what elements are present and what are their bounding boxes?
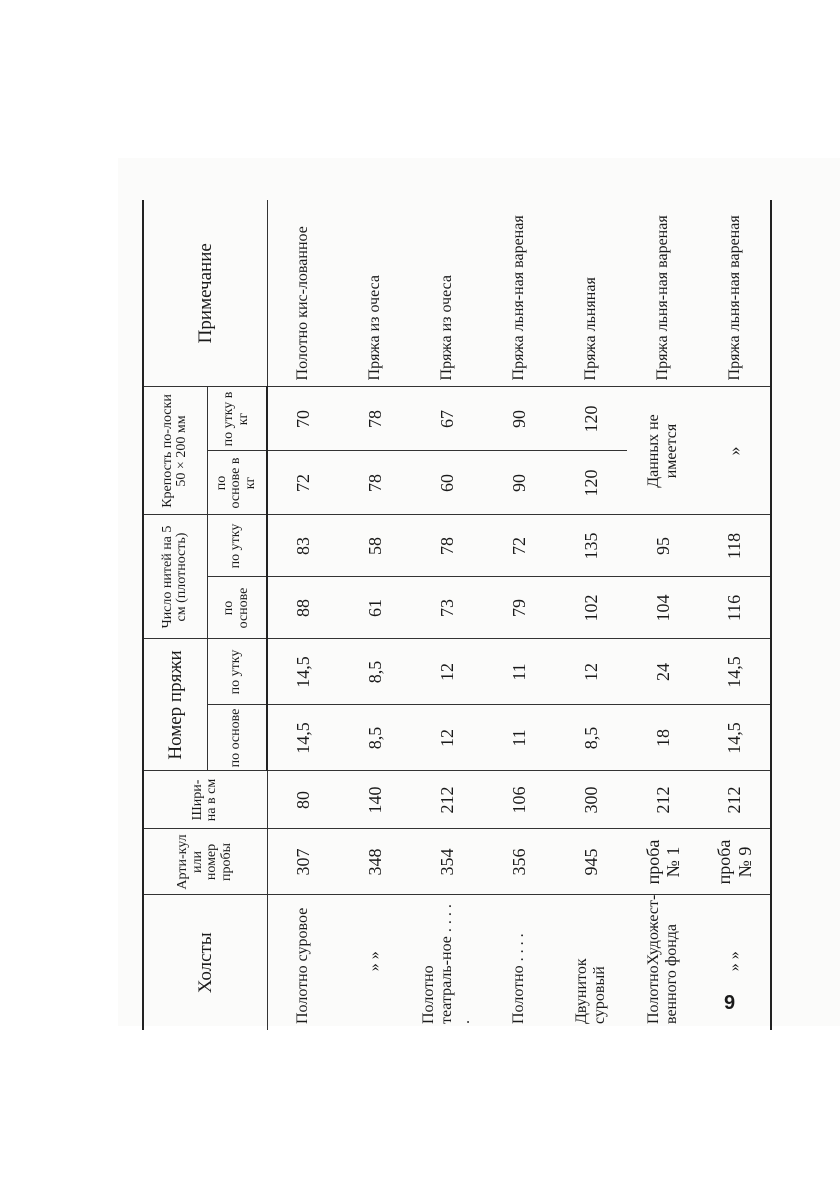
header-threads-weft: по утку <box>207 515 267 577</box>
cell-threads-weft: 78 <box>411 515 483 577</box>
cell-yarn-weft: 12 <box>555 639 627 705</box>
page-number: 9 <box>724 992 736 1014</box>
header-yarn-number: Номер пряжи <box>143 639 207 771</box>
cell-yarn-weft: 8,5 <box>339 639 411 705</box>
cell-width: 212 <box>411 771 483 829</box>
header-note: Примечание <box>143 200 267 387</box>
cell-article: проба № 1 <box>627 829 699 895</box>
table-row <box>411 200 483 1030</box>
cell-threads-warp: 104 <box>627 577 699 639</box>
cell-threads-weft: 118 <box>699 515 771 577</box>
cell-strength-ditto: » <box>699 387 771 515</box>
header-strength-warp: по основе в кг <box>207 451 267 515</box>
cell-width: 300 <box>555 771 627 829</box>
cell-threads-warp: 79 <box>483 577 555 639</box>
table-row <box>627 200 699 1030</box>
header-width: Шири-на в см <box>143 771 267 829</box>
cell-article: 356 <box>483 829 555 895</box>
cell-yarn-weft: 24 <box>627 639 699 705</box>
cell-threads-weft: 58 <box>339 515 411 577</box>
cell-strength-warp: 120 <box>555 451 627 515</box>
cell-yarn-weft: 14,5 <box>267 639 339 705</box>
cell-name: » » <box>699 895 771 1030</box>
cell-note: Пряжа льня-ная вареная <box>627 200 699 387</box>
header-strength-weft: по утку в кг <box>207 387 267 451</box>
header-strength: Крепость по-лоски 50 × 200 мм <box>143 387 207 515</box>
cell-note: Пряжа из очеса <box>411 200 483 387</box>
cell-strength-warp: 72 <box>267 451 339 515</box>
cell-note: Пряжа льня-ная вареная <box>699 200 771 387</box>
cell-article: проба № 9 <box>699 829 771 895</box>
cell-name: Полотно суровое <box>267 895 339 1030</box>
cell-threads-warp: 88 <box>267 577 339 639</box>
cell-yarn-weft: 11 <box>483 639 555 705</box>
table-row <box>339 200 411 1030</box>
cell-article: 354 <box>411 829 483 895</box>
cell-threads-weft: 135 <box>555 515 627 577</box>
cell-article: 348 <box>339 829 411 895</box>
cell-threads-weft: 72 <box>483 515 555 577</box>
cell-width: 212 <box>699 771 771 829</box>
cell-yarn-warp: 14,5 <box>267 705 339 771</box>
cell-name: » » <box>339 895 411 1030</box>
cell-yarn-warp: 14,5 <box>699 705 771 771</box>
cell-width: 106 <box>483 771 555 829</box>
header-fabrics: Холсты <box>143 895 267 1030</box>
cell-name: ПолотноХудожест-венного фонда <box>627 895 699 1030</box>
cell-width: 140 <box>339 771 411 829</box>
cell-yarn-warp: 18 <box>627 705 699 771</box>
table-rotation-container <box>142 200 755 1030</box>
cell-name: Двуниток суровый <box>555 895 627 1030</box>
header-article: Арти-кул или номер пробы <box>143 829 267 895</box>
cell-yarn-weft: 14,5 <box>699 639 771 705</box>
cell-strength-weft: 78 <box>339 387 411 451</box>
cell-strength-warp: 90 <box>483 451 555 515</box>
cell-yarn-warp: 8,5 <box>339 705 411 771</box>
cell-strength-weft: 67 <box>411 387 483 451</box>
cell-threads-weft: 95 <box>627 515 699 577</box>
cell-yarn-warp: 8,5 <box>555 705 627 771</box>
cell-name: Полотно театраль-ное . . . . . <box>411 895 483 1030</box>
cell-width: 80 <box>267 771 339 829</box>
cell-threads-warp: 73 <box>411 577 483 639</box>
cell-strength-warp: 78 <box>339 451 411 515</box>
cell-name: Полотно . . . . <box>483 895 555 1030</box>
header-yarn-warp: по основе <box>207 705 267 771</box>
cell-threads-warp: 61 <box>339 577 411 639</box>
cell-yarn-warp: 12 <box>411 705 483 771</box>
rotated-table-area <box>142 200 755 1030</box>
cell-strength-weft: 90 <box>483 387 555 451</box>
cell-note: Пряжа льняная <box>555 200 627 387</box>
cell-note: Пряжа льня-ная вареная <box>483 200 555 387</box>
table-row <box>555 200 627 1030</box>
cell-yarn-warp: 11 <box>483 705 555 771</box>
cell-note: Полотно кис-лованное <box>267 200 339 387</box>
cell-note: Пряжа из очеса <box>339 200 411 387</box>
cell-threads-weft: 83 <box>267 515 339 577</box>
table-row <box>699 200 771 1030</box>
cell-article: 945 <box>555 829 627 895</box>
cell-strength-no-data: Данных не имеется <box>627 387 699 515</box>
header-yarn-weft: по утку <box>207 639 267 705</box>
table-row <box>267 200 339 1030</box>
cell-width: 212 <box>627 771 699 829</box>
cell-strength-weft: 120 <box>555 387 627 451</box>
cell-article: 307 <box>267 829 339 895</box>
table-row <box>483 200 555 1030</box>
cell-strength-weft: 70 <box>267 387 339 451</box>
cell-threads-warp: 116 <box>699 577 771 639</box>
fabric-properties-table <box>142 200 772 1030</box>
cell-threads-warp: 102 <box>555 577 627 639</box>
header-threads-warp: по основе <box>207 577 267 639</box>
cell-yarn-weft: 12 <box>411 639 483 705</box>
header-thread-count: Число нитей на 5 см (плотность) <box>143 515 207 639</box>
cell-strength-warp: 60 <box>411 451 483 515</box>
